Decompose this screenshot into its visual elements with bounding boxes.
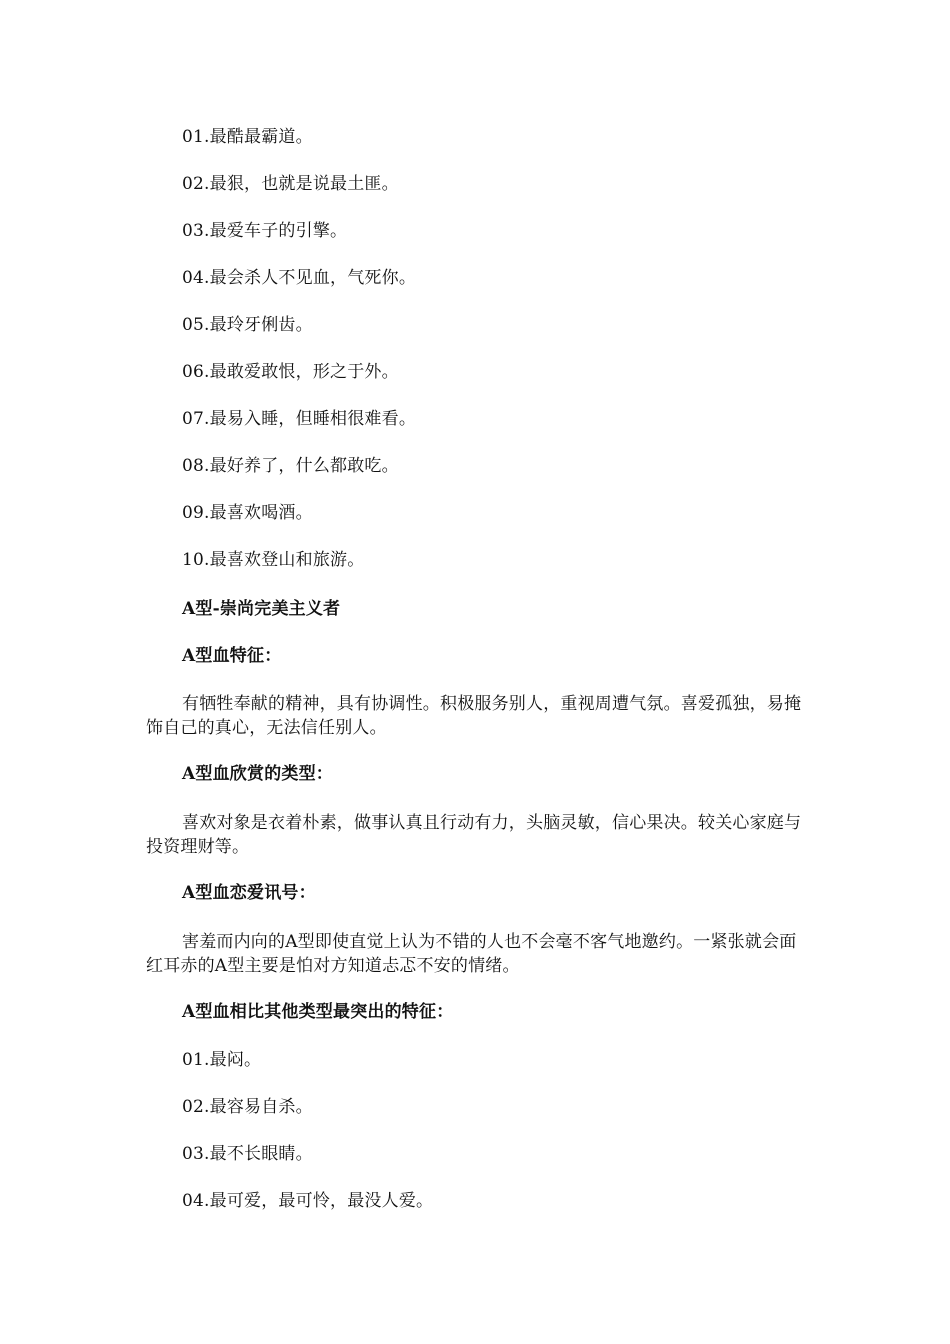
list-item: 07.最易入睡，但睡相很难看。 <box>182 409 417 429</box>
list-item: 06.最敢爱敢恨，形之于外。 <box>182 362 399 382</box>
list-item: 03.最不长眼睛。 <box>182 1144 313 1164</box>
list-item: 02.最狠，也就是说最土匪。 <box>182 174 399 194</box>
list-item: 03.最爱车子的引擎。 <box>182 221 348 241</box>
admire-paragraph: 喜欢对象是衣着朴素，做事认真且行动有力，头脑灵敏，信心果决。较关心家庭与投资理财等。 <box>146 813 802 857</box>
list-item: 10.最喜欢登山和旅游。 <box>182 550 365 570</box>
list-item: 01.最酷最霸道。 <box>182 127 313 147</box>
section-title: A型-崇尚完美主义者 <box>182 599 341 619</box>
list-item: 01.最闷。 <box>182 1050 262 1070</box>
features-paragraph: 有牺牲奉献的精神，具有协调性。积极服务别人，重视周遭气氛。喜爱孤独，易掩饰自己的真心，无法信任别人。 <box>146 694 802 738</box>
list-item: 08.最好养了，什么都敢吃。 <box>182 456 399 476</box>
list-item: 09.最喜欢喝酒。 <box>182 503 313 523</box>
love-signal-heading: A型血恋爱讯号： <box>182 883 316 903</box>
features-heading: A型血特征： <box>182 646 282 666</box>
outstanding-heading: A型血相比其他类型最突出的特征： <box>182 1002 454 1022</box>
list-item: 05.最玲牙俐齿。 <box>182 315 313 335</box>
list-item: 02.最容易自杀。 <box>182 1097 313 1117</box>
list-item: 04.最会杀人不见血，气死你。 <box>182 268 417 288</box>
list-item: 04.最可爱，最可怜，最没人爱。 <box>182 1191 434 1211</box>
admire-heading: A型血欣赏的类型： <box>182 764 333 784</box>
love-signal-paragraph: 害羞而内向的A型即使直觉上认为不错的人也不会毫不客气地邀约。一紧张就会面红耳赤的A型主要是怕对方知道忐忑不安的情绪。 <box>146 932 797 976</box>
